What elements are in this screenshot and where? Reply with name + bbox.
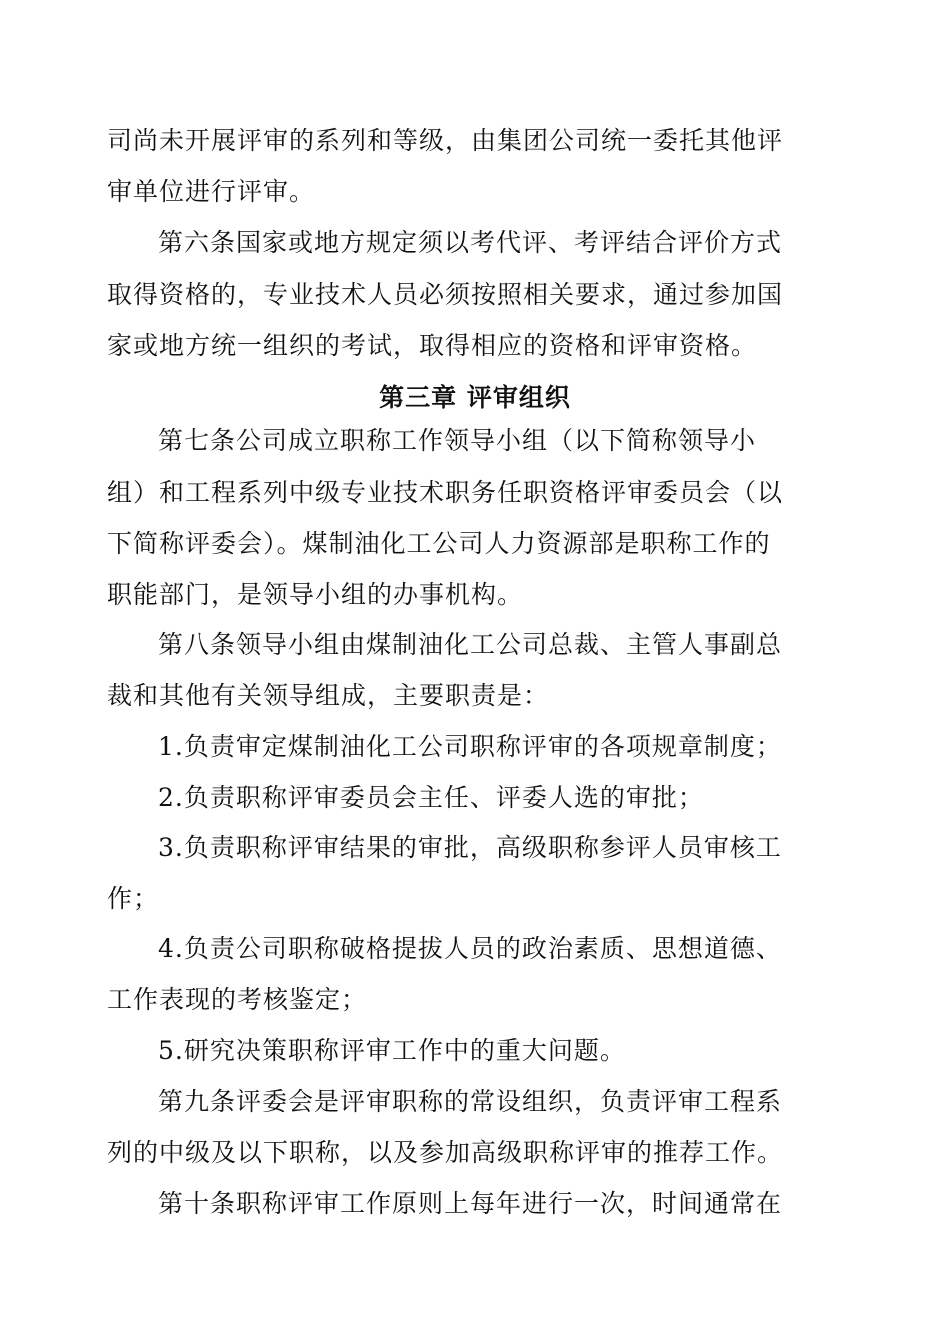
paragraph-line: 下简称评委会）。煤制油化工公司人力资源部是职称工作的 bbox=[107, 529, 771, 558]
paragraph-line: 司尚未开展评审的系列和等级，由集团公司统一委托其他评 bbox=[107, 126, 784, 155]
list-item: 5.研究决策职称评审工作中的重大问题。 bbox=[158, 1036, 626, 1065]
paragraph-line: 第七条公司成立职称工作领导小组（以下简称领导小 bbox=[158, 426, 757, 455]
list-item: 2.负责职称评审委员会主任、评委人选的审批； bbox=[158, 783, 704, 812]
paragraph-line: 第九条评委会是评审职称的常设组织，负责评审工程系 bbox=[158, 1087, 783, 1116]
paragraph-line: 第八条领导小组由煤制油化工公司总裁、主管人事副总 bbox=[158, 630, 783, 659]
list-item-continuation: 工作表现的考核鉴定； bbox=[107, 985, 368, 1014]
paragraph-line: 职能部门，是领导小组的办事机构。 bbox=[107, 580, 524, 609]
list-item: 3.负责职称评审结果的审批，高级职称参评人员审核工 bbox=[158, 833, 782, 862]
paragraph-line: 组）和工程系列中级专业技术职务任职资格评审委员会（以 bbox=[107, 478, 784, 507]
paragraph-line: 审单位进行评审。 bbox=[107, 177, 316, 206]
paragraph-line: 第十条职称评审工作原则上每年进行一次，时间通常在 bbox=[158, 1189, 783, 1218]
paragraph-line: 列的中级及以下职称，以及参加高级职称评审的推荐工作。 bbox=[107, 1138, 784, 1167]
chapter-heading: 第三章 评审组织 bbox=[379, 383, 571, 412]
paragraph-line: 裁和其他有关领导组成，主要职责是： bbox=[107, 681, 550, 710]
list-item: 1.负责审定煤制油化工公司职称评审的各项规章制度； bbox=[158, 732, 782, 761]
paragraph-line: 家或地方统一组织的考试，取得相应的资格和评审资格。 bbox=[107, 331, 758, 360]
paragraph-line: 取得资格的，专业技术人员必须按照相关要求，通过参加国 bbox=[107, 280, 784, 309]
paragraph-line: 第六条国家或地方规定须以考代评、考评结合评价方式 bbox=[158, 228, 783, 257]
list-item: 4.负责公司职称破格提拔人员的政治素质、思想道德、 bbox=[158, 934, 782, 963]
list-item-continuation: 作； bbox=[107, 884, 160, 913]
